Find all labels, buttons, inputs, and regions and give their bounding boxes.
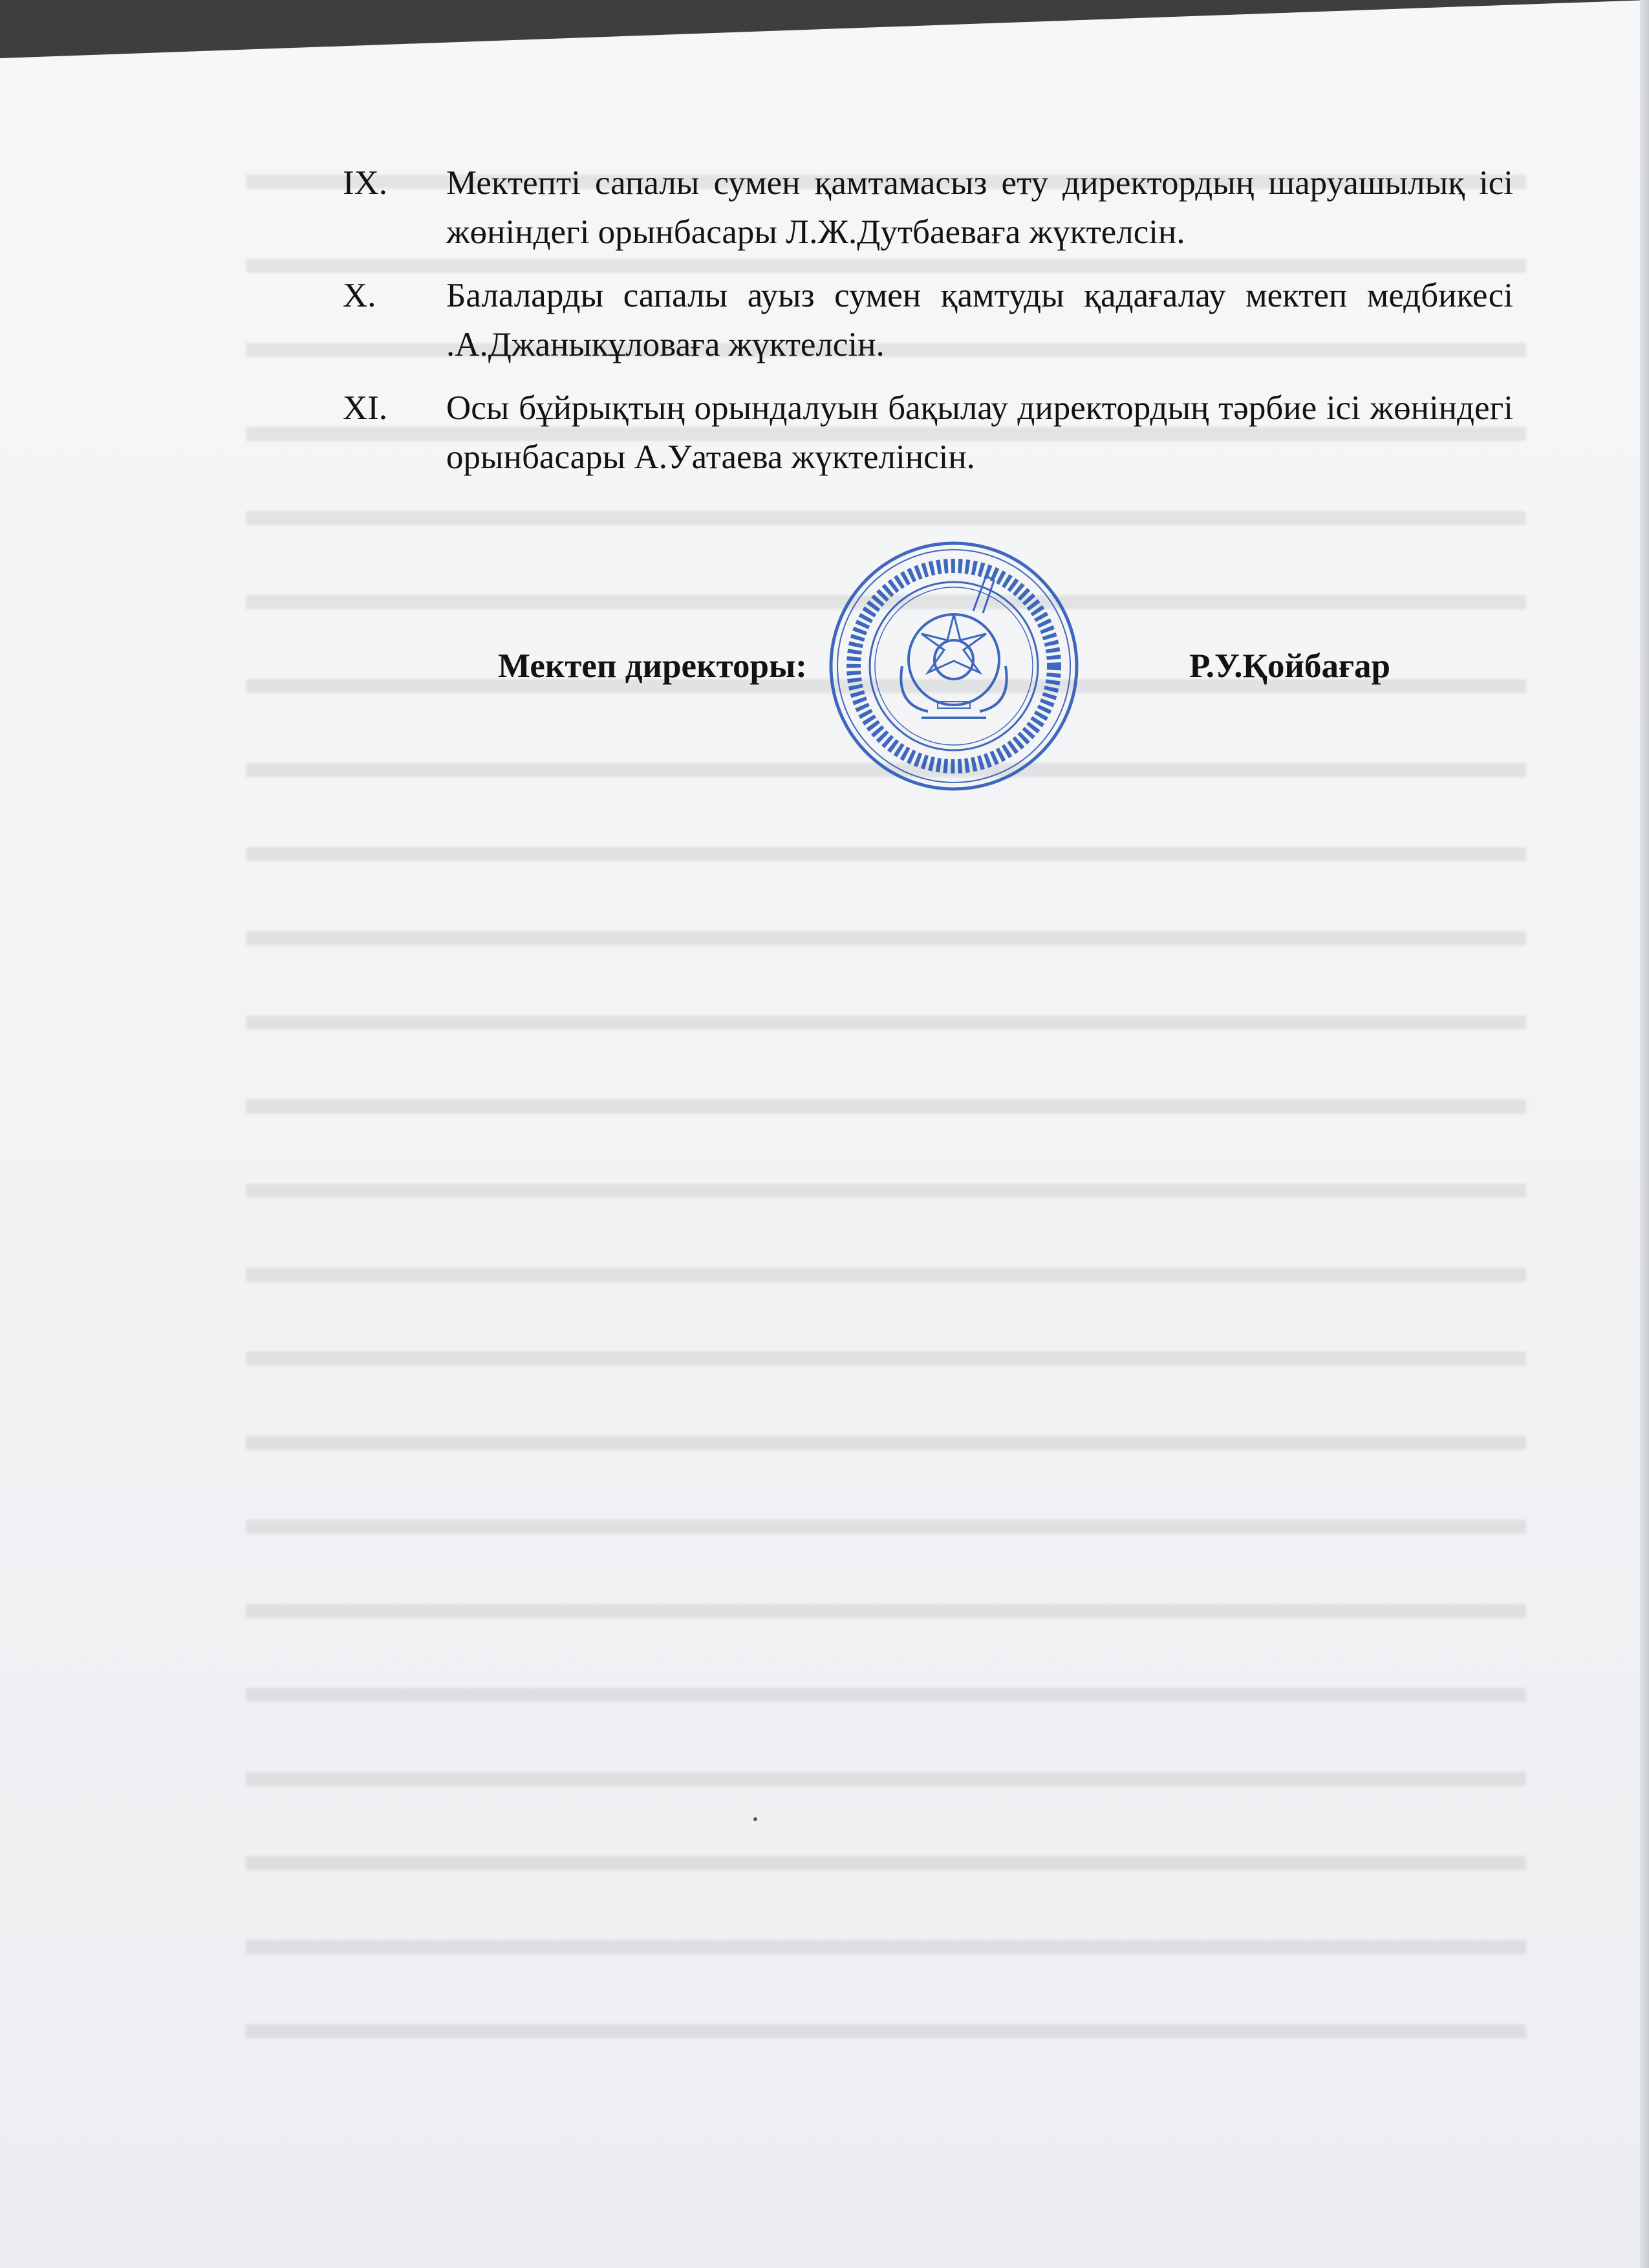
item-number: X.: [343, 277, 376, 314]
item-text: Балаларды сапалы ауыз сумен қамтуды қадағалау мектеп медбикесі .А.Джаныкұловаға жүктелсін.: [446, 277, 1513, 363]
official-stamp-seal: [824, 537, 1083, 795]
director-name: Р.У.Қойбағар: [1189, 647, 1390, 685]
order-item: [343, 158, 1513, 257]
item-text: Мектепті сапалы сумен қамтамасыз ету директордың шаруашылық ісі жөніндегі орынбасары Л.Ж.Дутбаеваға жүктелсін.: [446, 164, 1513, 251]
order-item: [343, 271, 1513, 369]
order-items-list: [343, 158, 1513, 496]
item-number: XI.: [343, 389, 388, 427]
order-item: [343, 383, 1513, 482]
scan-corner-shadow: [0, 0, 1649, 58]
item-text: Осы бұйрықтың орындалуын бақылау директордың тәрбие ісі жөніндегі орынбасары А.Уатаева жүктелінсін.: [446, 389, 1513, 476]
page-edge-shadow: [1640, 0, 1649, 2268]
director-title: Мектеп директоры:: [498, 647, 807, 685]
scan-speck: [753, 1817, 757, 1821]
item-number: IX.: [343, 164, 388, 202]
